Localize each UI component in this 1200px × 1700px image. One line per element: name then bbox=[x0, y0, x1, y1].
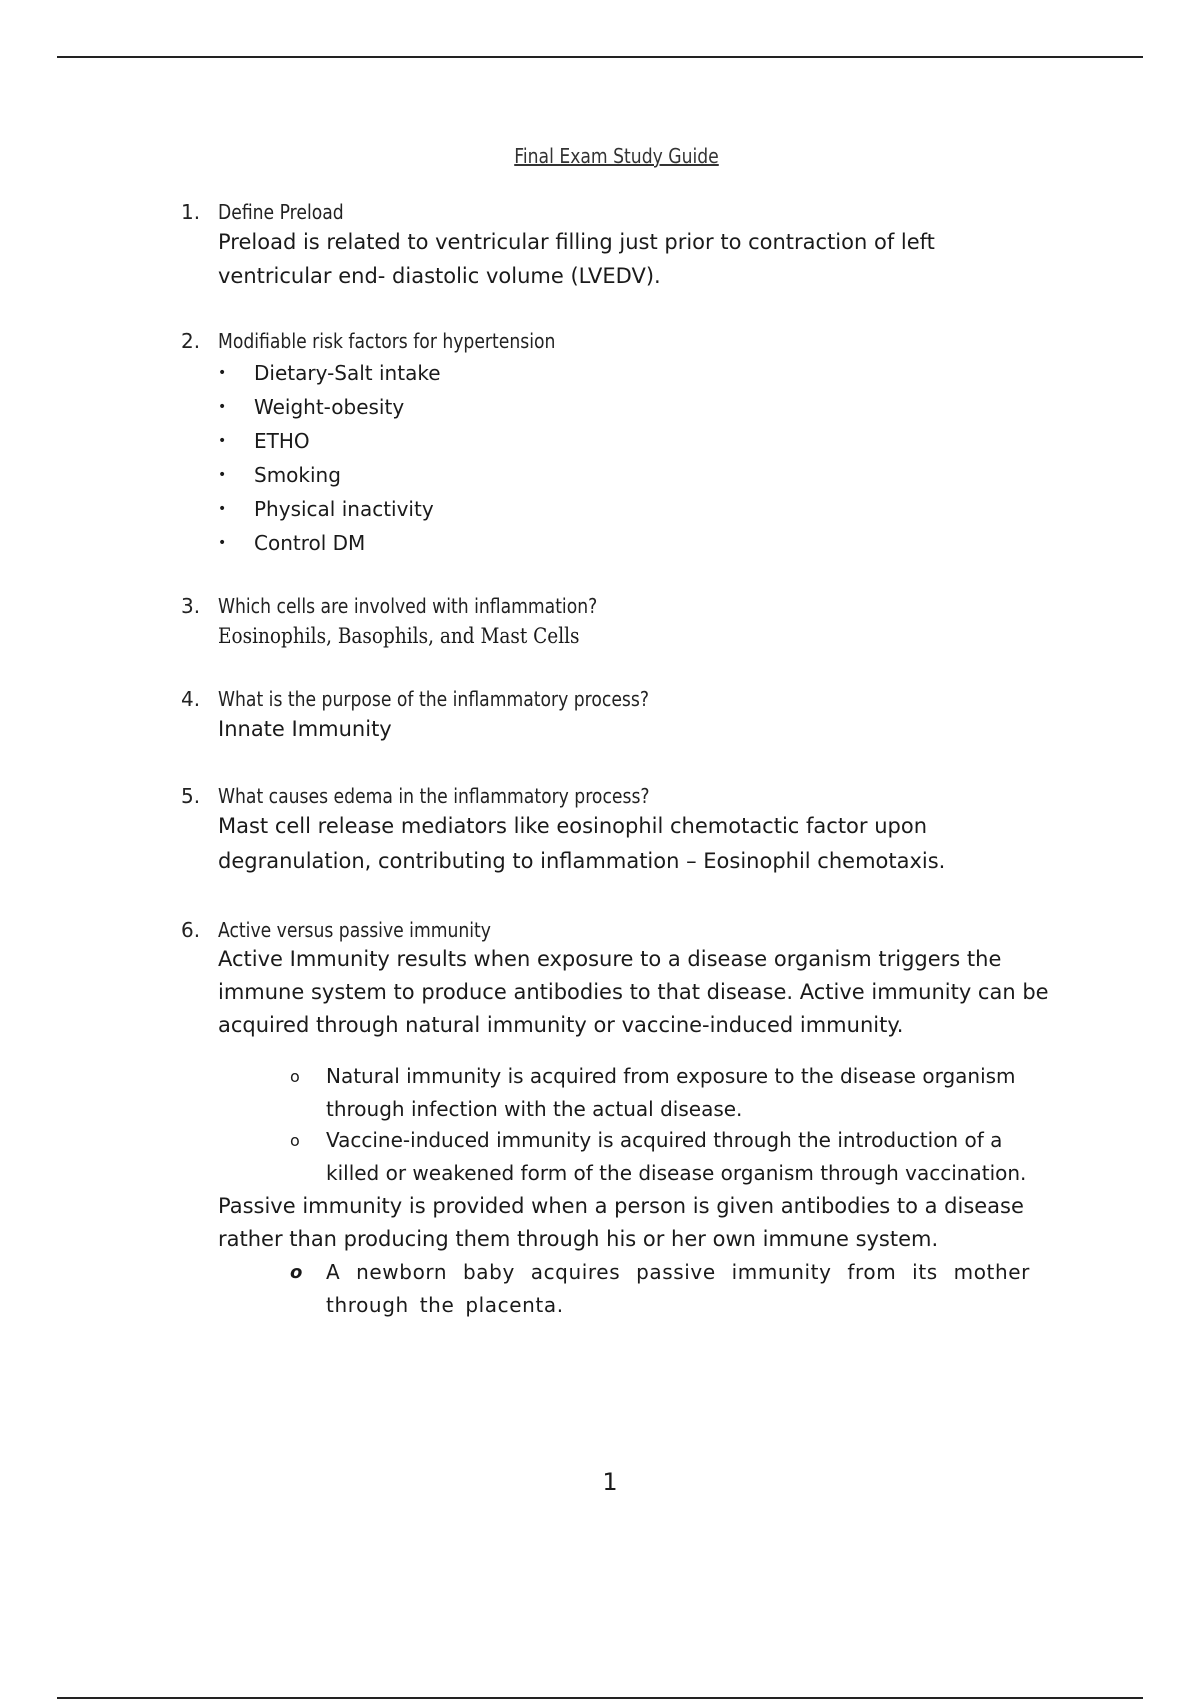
sub-bullet-icon: o bbox=[290, 1131, 300, 1150]
question-heading: Active versus passive immunity bbox=[218, 918, 491, 942]
risk-factor-list bbox=[218, 356, 1101, 560]
sub-bullet-icon: o bbox=[290, 1067, 300, 1086]
question-2 bbox=[181, 328, 1101, 560]
active-immunity-paragraph: Active Immunity results when exposure to a disease organism triggers the immune system to produce antibodies to that disease. Active immunity can be acquired through natural immunity or vaccine-induced immunity. bbox=[218, 947, 1049, 1037]
list-item: • Smoking bbox=[218, 458, 1101, 492]
question-number: 6. bbox=[181, 918, 201, 942]
bullet-icon: • bbox=[218, 467, 227, 483]
question-number: 4. bbox=[181, 687, 201, 711]
bullet-icon: • bbox=[218, 433, 227, 449]
question-heading: What causes edema in the inflammatory process? bbox=[218, 784, 650, 808]
passive-immunity-paragraph: Passive immunity is provided when a person is given antibodies to a disease rather than producing them through his or her own immune system. bbox=[218, 1194, 1024, 1251]
question-4 bbox=[181, 686, 1101, 746]
question-number: 1. bbox=[181, 200, 201, 224]
bullet-icon: • bbox=[218, 365, 227, 381]
page-title: Final Exam Study Guide bbox=[514, 144, 719, 168]
question-3 bbox=[181, 593, 1101, 653]
question-answer: Innate Immunity bbox=[218, 717, 392, 741]
bullet-icon: • bbox=[218, 399, 227, 415]
sub-bullet-icon: o bbox=[290, 1262, 303, 1283]
question-heading: Define Preload bbox=[218, 200, 344, 224]
list-item: • ETHO bbox=[218, 424, 1101, 458]
question-answer: Preload is related to ventricular filling just prior to contraction of left ventricular end- diastolic volume (LVEDV). bbox=[218, 230, 935, 288]
list-item: • Physical inactivity bbox=[218, 492, 1101, 526]
question-heading: Modifiable risk factors for hypertension bbox=[218, 329, 556, 353]
bottom-rule bbox=[57, 1697, 1143, 1699]
list-item: • Dietary-Salt intake bbox=[218, 356, 1101, 390]
question-number: 5. bbox=[181, 784, 201, 808]
page-number: 1 bbox=[602, 1468, 618, 1496]
question-answer: Mast cell release mediators like eosinophil chemotactic factor upon degranulation, contributing to inflammation – Eosinophil chemotaxis. bbox=[218, 814, 946, 873]
question-number: 2. bbox=[181, 329, 201, 353]
question-6 bbox=[181, 917, 1101, 1320]
question-1 bbox=[181, 199, 1101, 293]
list-item: o Vaccine-induced immunity is acquired through the introduction of a killed or weakened form of the disease organism through vaccination. bbox=[290, 1124, 1030, 1190]
question-answer: Eosinophils, Basophils, and Mast Cells bbox=[218, 624, 580, 648]
passive-immunity-subpoints bbox=[181, 1256, 1030, 1322]
active-immunity-subpoints bbox=[181, 1060, 1030, 1190]
question-5 bbox=[181, 783, 1101, 879]
list-item: • Weight-obesity bbox=[218, 390, 1101, 424]
bullet-icon: • bbox=[218, 501, 227, 517]
list-item: • Control DM bbox=[218, 526, 1101, 560]
list-item: o Natural immunity is acquired from exposure to the disease organism through infection with the actual disease. bbox=[290, 1060, 1030, 1126]
question-number: 3. bbox=[181, 594, 201, 618]
list-item: o A newborn baby acquires passive immunity from its mother through the placenta. bbox=[290, 1256, 1030, 1322]
question-heading: Which cells are involved with inflammation? bbox=[218, 594, 598, 618]
top-rule bbox=[57, 56, 1143, 58]
bullet-icon: • bbox=[218, 535, 227, 551]
question-heading: What is the purpose of the inflammatory process? bbox=[218, 687, 649, 711]
